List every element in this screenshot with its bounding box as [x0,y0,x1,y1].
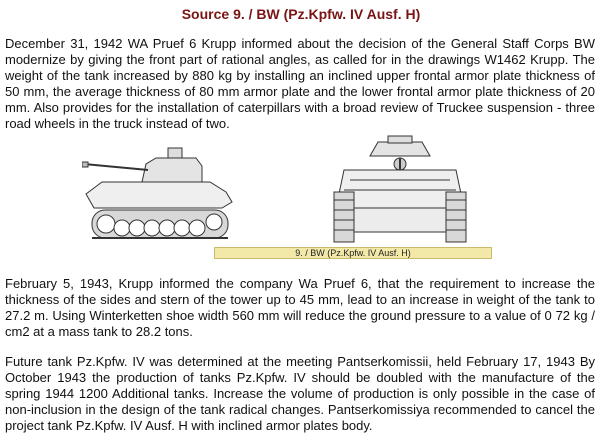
tank-side-view-drawing [82,148,232,238]
paragraph-2: February 5, 1943, Krupp informed the company Wa Pruef 6, that the requirement to increase the thickness of the sides and stern of the tower up to 45 mm, lead to an increase in weight of the tank to 27.2 m. Using Winterketten shoe width 560 mm will reduce the ground pressure to a value of 0 72 kg / cm2 at a mass tank to 28.2 tons. [5,276,595,339]
tank-figure [82,134,492,259]
paragraph-3: Future tank Pz.Kpfw. IV was determined at the meeting Pantserkomissii, held February 17, 1943 By October 1943 the production of tanks Pz.Kpfw. IV should be doubled with the manufacture of the spring 1944 1200 Additional tanks. Increase the volume of production is only possible in the case of non-inclusion in the design of the tank radical changes. Pantserkomissiya recommended to cancel the project tank Pz.Kpfw. IV Ausf. H with inclined armor plates body. [5,354,595,433]
tank-drawings [82,134,492,247]
page-title: Source 9. / BW (Pz.Kpfw. IV Ausf. H) [181,6,421,22]
paragraph-1: December 31, 1942 WA Pruef 6 Krupp informed about the decision of the General Staff Corps BW modernize by giving the front part of rational angles, as called for in the drawings W1462 Krupp. The weight of the tank increased by 880 kg by installing an inclined upper frontal armor plate thickness of 50 mm, the average thickness of 80 mm armor plate and the lower frontal armor plate thickness of 20 mm. Also provides for the installation of caterpillars with a broad review of Truckee suspension - three road wheels in the truck instead of two. [5,36,595,131]
figure-caption: 9. / BW (Pz.Kpfw. IV Ausf. H) [214,247,492,259]
tank-front-view-drawing [334,136,466,242]
